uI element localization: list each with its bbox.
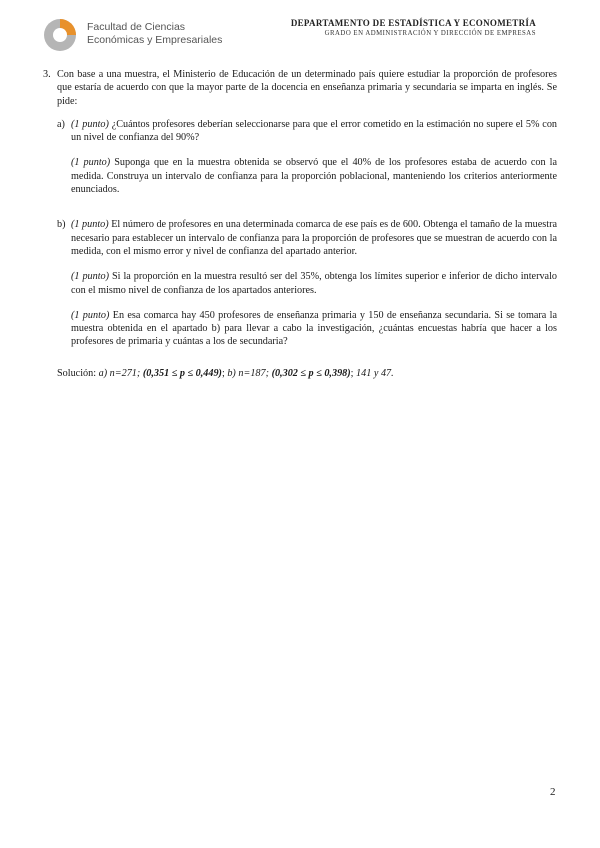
part-letter: b) (57, 219, 66, 231)
solution-label: Solución: (57, 367, 97, 379)
paragraph-text: El número de profesores en una determinada comarca de ese país es de 600. Obtenga el tamaño de la muestra necesario para establecer un intervalo de confianza para la proporción de profesores que se muestran de acuerdo con la medida, con el mismo error y nivel de confianza del apartado anterior. (71, 219, 557, 257)
solution-line: Solución: a) n=271; (0,351 ≤ p ≤ 0,449); b) n=187; (0,302 ≤ p ≤ 0,398); 141 y 47. (57, 367, 394, 379)
question-intro: Con base a una muestra, el Ministerio de Educación de un determinado país quiere estudiar la proporción de profesores que estaría de acuerdo con que la mayor parte de la docencia en enseñanza primaria y secundaria se imparta en inglés. Se pide: (57, 69, 557, 107)
part-paragraph (71, 309, 557, 349)
faculty-name-line1: Facultad de Ciencias (87, 21, 186, 33)
faculty-name (87, 21, 222, 47)
page-number: 2 (550, 786, 556, 798)
points-label: (1 punto) (71, 118, 109, 130)
faculty-name-line2: Económicas y Empresariales (87, 34, 223, 46)
part-paragraph (71, 270, 557, 297)
department-header (291, 18, 536, 39)
paragraph-text: ¿Cuántos profesores deberían seleccionarse para que el error cometido en la estimación no supere el 5% con un nivel de confianza del 90%? (71, 118, 558, 144)
part-paragraph (71, 118, 557, 145)
solution-b: b) n=187; (227, 367, 270, 379)
solution-b-interval: (0,302 ≤ p ≤ 0,398) (271, 367, 351, 379)
part-a (57, 118, 557, 208)
points-label: (1 punto) (71, 271, 110, 283)
part-letter: a) (57, 118, 65, 130)
degree-subtitle: GRADO EN ADMINISTRACIÓN Y DIRECCIÓN DE EMPRESAS (324, 30, 536, 37)
exercise-content (43, 68, 557, 380)
solution-a: a) n=271; (98, 367, 141, 379)
question-number: 3. (43, 69, 51, 80)
solution-a-interval: (0,351 ≤ p ≤ 0,449) (142, 367, 222, 379)
faculty-logo-icon (43, 18, 77, 52)
part-body (71, 218, 557, 360)
solution-tail: 141 y 47. (356, 367, 394, 379)
points-label: (1 punto) (71, 309, 110, 321)
part-paragraph (71, 218, 557, 258)
part-paragraph (71, 156, 557, 196)
part-b (57, 218, 557, 360)
paragraph-text: En esa comarca hay 450 profesores de enseñanza primaria y 150 de enseñanza secundaria. Si se tomara la muestra obtenida en el apartado b) para llevar a cabo la investigación, ¿cuántas encuestas habría que hacer a los profesores de primaria y cuántas a los de secundaria? (71, 309, 557, 348)
department-title: DEPARTAMENTO DE ESTADÍSTICA Y ECONOMETRÍA (290, 18, 536, 28)
paragraph-text: Suponga que en la muestra obtenida se observó que el 40% de los profesores estaba de acuerdo con la medida. Construya un intervalo de confianza para la proporción poblacional, manteniendo los criterios anteriormente enunciados. (71, 157, 557, 196)
paragraph-text: Si la proporción en la muestra resultó ser del 35%, obtenga los límites superior e inferior de dicho intervalo con el mismo nivel de confianza de los apartados anteriores. (71, 271, 558, 296)
part-body (71, 118, 557, 208)
points-label: (1 punto) (71, 219, 109, 231)
points-label: (1 punto) (71, 157, 111, 169)
question-3 (43, 68, 557, 108)
faculty-logo (43, 18, 233, 52)
